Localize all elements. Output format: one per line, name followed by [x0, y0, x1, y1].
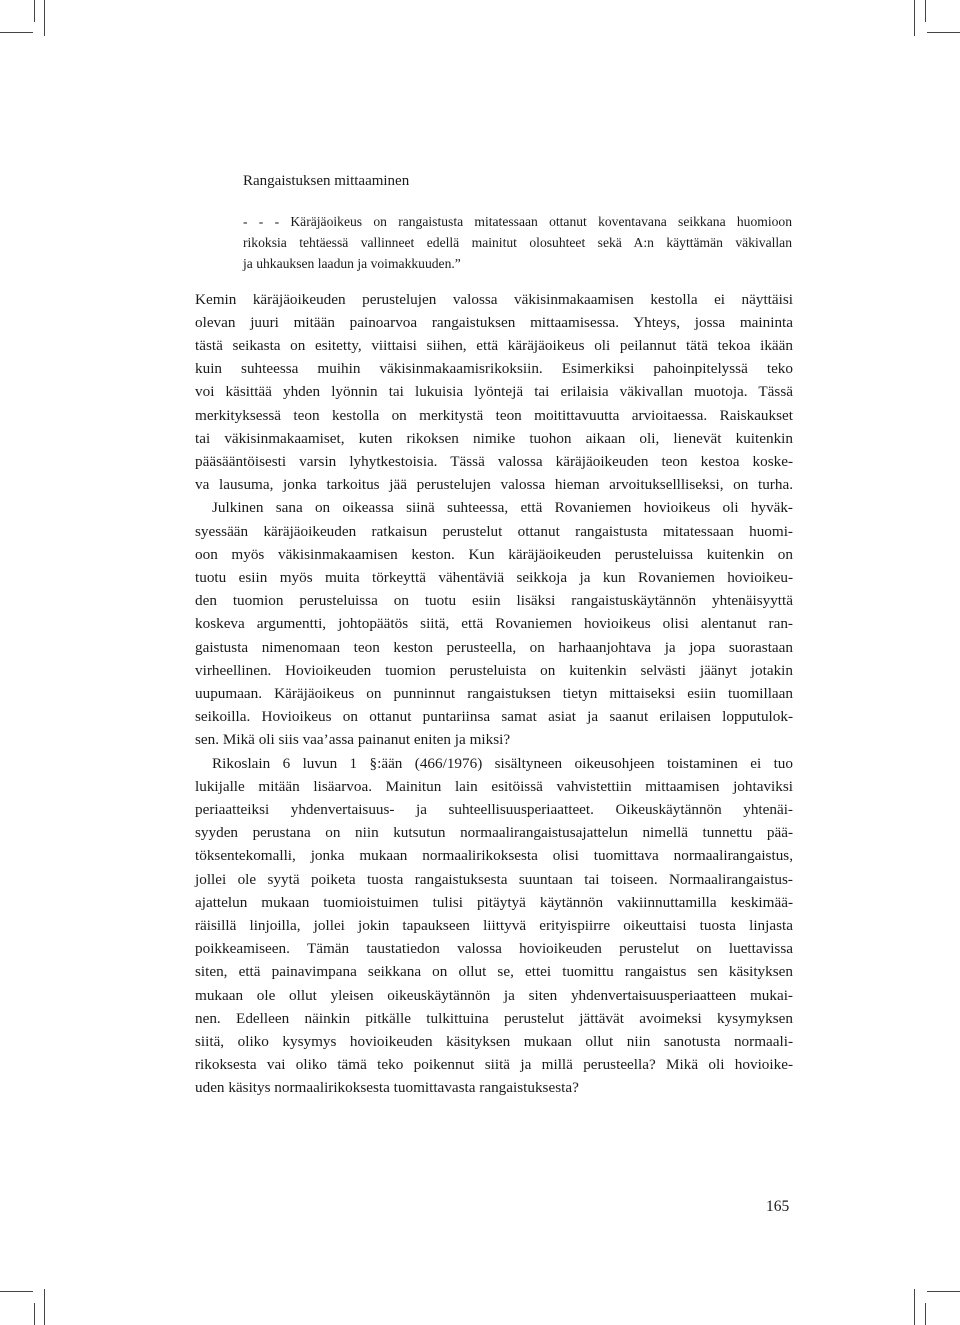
body-line: Kemin käräjäoikeuden perustelujen valossa väkisinmakaamisen kestolla ei näyttäisi — [195, 290, 793, 308]
body-line: voi käsittää yhden lyönnin tai lukuisia lyöntejä tai erilaisia väkivallan muotoja. Tässä — [195, 383, 793, 401]
quote-line: ja uhkauksen laadun ja voimakkuuden.” — [243, 256, 461, 271]
body-line: Rikoslain 6 luvun 1 §:ään (466/1976) sisältyneen oikeusohjeen toistaminen ei tuo — [212, 754, 793, 772]
body-line: oon myös väkisinmakaamisen keston. Kun käräjäoikeuden perusteluissa kuitenkin on — [195, 545, 793, 563]
body-text — [195, 288, 793, 1100]
body-line: den tuomion perusteluissa on tuotu esiin lisäksi rangaistuskäytännön yhtenäisyyttä — [195, 592, 793, 610]
body-line: merkityksessä teon kestolla on merkitystä teon moitittavuutta arvioitaessa. Raiskaukset — [195, 406, 793, 424]
body-line: uden käsitys normaalirikoksesta tuomittavasta rangaistuksesta? — [195, 1079, 579, 1097]
crop-mark-bottom-left-v — [44, 1289, 45, 1325]
body-line: gaistusta nimenomaan teon keston perusteella, on harhaanjohtava ja jopa suorastaan — [195, 638, 793, 656]
body-line: siten, että painavimpana seikkana on ollut se, ettei tuomittu rangaistus sen käsityksen — [195, 963, 793, 981]
body-line: kuin suhteessa muihin väkisinmakaamisrikoksiin. Esimerkiksi pahoinpitelyssä teko — [195, 360, 793, 378]
crop-mark-top-right-h — [927, 32, 960, 33]
body-line: poikkeamiseen. Tämän taustatiedon valossa hovioikeuden perustelut on luettavissa — [195, 940, 793, 958]
body-line: räisillä linjoilla, jollei jokin tapaukseen liittyvä erityispiirre oikeuttaisi tuosta linjasta — [195, 916, 793, 934]
quote-line: - - - Käräjäoikeus on rangaistusta mitatessaan ottanut koventavana seikkana huomioon — [243, 214, 792, 229]
crop-mark-bottom-left-h — [0, 1291, 33, 1292]
body-line: uupumaan. Käräjäoikeus on punninnut rangaistuksen tietyn mittaiseksi esiin tuomillaan — [195, 684, 793, 702]
body-line: pääsääntöisesti varsin lyhytkestoisia. Tässä valossa käräjäoikeuden teon kestoa koske- — [195, 452, 793, 470]
body-line: sen. Mikä oli siis vaa’assa painanut eniten ja miksi? — [195, 731, 511, 749]
page-number: 165 — [766, 1198, 790, 1215]
body-line: seikoilla. Hovioikeus on ottanut puntariinsa samat asiat ja saanut erilaisen lopputulok- — [195, 708, 793, 726]
body-line: rikoksesta vai oliko tämä teko poikennut siitä ja millä perusteella? Mikä oli hovioike- — [195, 1056, 793, 1074]
crop-mark-top-left-v — [44, 0, 45, 36]
crop-mark-top-left-v2 — [34, 0, 35, 22]
crop-mark-bottom-right-h — [927, 1291, 960, 1292]
body-line: syessään käräjäoikeuden ratkaisun perustelut ottanut rangaistusta mitatessaan huomi- — [195, 522, 793, 540]
body-line: töksentekomalli, jonka mukaan normaalirikoksesta olisi tuomittava normaalirangaistus, — [195, 847, 793, 865]
quote-line: rikoksia tehtäessä vallinneet edellä mainitut olosuhteet sekä A:n käyttämän väkivallan — [243, 235, 792, 250]
crop-mark-top-right-v — [914, 0, 915, 36]
body-line: va lausuma, jonka tarkoitus jää perustelujen valossa hieman arvoituksellliseksi, on turha. — [195, 476, 793, 494]
body-line: olevan juuri mitään painoarvoa rangaistuksen mittaamisessa. Yhteys, jossa maininta — [195, 313, 793, 331]
body-line: nen. Edelleen näinkin pitkälle tulkittuina perustelut jättävät avoimeksi kysymyksen — [195, 1009, 793, 1027]
body-line: Julkinen sana on oikeassa siinä suhteessa, että Rovaniemen hovioikeus oli hyväk- — [212, 499, 793, 517]
body-line: tästä seikasta on esitetty, viittaisi siihen, että käräjäoikeus oli peilannut tätä tekoa ikään — [195, 336, 793, 354]
body-line: tai väkisinmakaamiset, kuten rikoksen nimike tuohon aikaan oli, lienevät kuitenkin — [195, 429, 793, 447]
body-line: periaatteiksi yhdenvertaisuus- ja suhteellisuusperiaatteet. Oikeuskäytännön yhtenäi- — [195, 800, 793, 818]
crop-mark-bottom-right-v2 — [925, 1303, 926, 1325]
crop-mark-top-right-v2 — [925, 0, 926, 22]
block-quote — [243, 211, 792, 274]
crop-mark-bottom-right-v — [914, 1289, 915, 1325]
body-line: virheellinen. Hovioikeuden tuomion perusteluista on kuitenkin selvästi jäänyt jotakin — [195, 661, 793, 679]
body-line: siitä, oliko kysymys hovioikeuden käsityksen mukaan ollut niin sanotusta normaali- — [195, 1033, 793, 1050]
crop-mark-top-left-h — [0, 32, 33, 33]
body-line: syyden perustana on niin kutsutun normaalirangaistusajattelun nimellä tunnettu pää- — [195, 824, 793, 842]
body-line: mukaan ole ollut yleisen oikeuskäytännön ja siten yhdenvertaisuusperiaatteen mukai- — [195, 986, 793, 1004]
section-heading: Rangaistuksen mittaaminen — [243, 173, 410, 189]
crop-mark-bottom-left-v2 — [34, 1303, 35, 1325]
body-line: tuotu esiin myös muita törkeyttä vähentäviä seikkoja ja kun Rovaniemen hovioikeu- — [195, 568, 793, 586]
body-line: lukijalle mitään lisäarvoa. Mainitun lain esitöissä vahvistettiin mittaamisen johtaviksi — [195, 777, 793, 795]
body-line: koskeva argumentti, johtopäätös siitä, että Rovaniemen hovioikeus olisi alentanut ran- — [195, 615, 793, 633]
body-line: ajattelun mukaan tuomioistuimen tulisi pitäytyä käytännön vakiinnuttamilla keskimää- — [195, 893, 793, 911]
body-line: jollei ole syytä poiketa tuosta rangaistuksesta suuntaan tai toiseen. Normaalirangaistus- — [195, 870, 793, 888]
